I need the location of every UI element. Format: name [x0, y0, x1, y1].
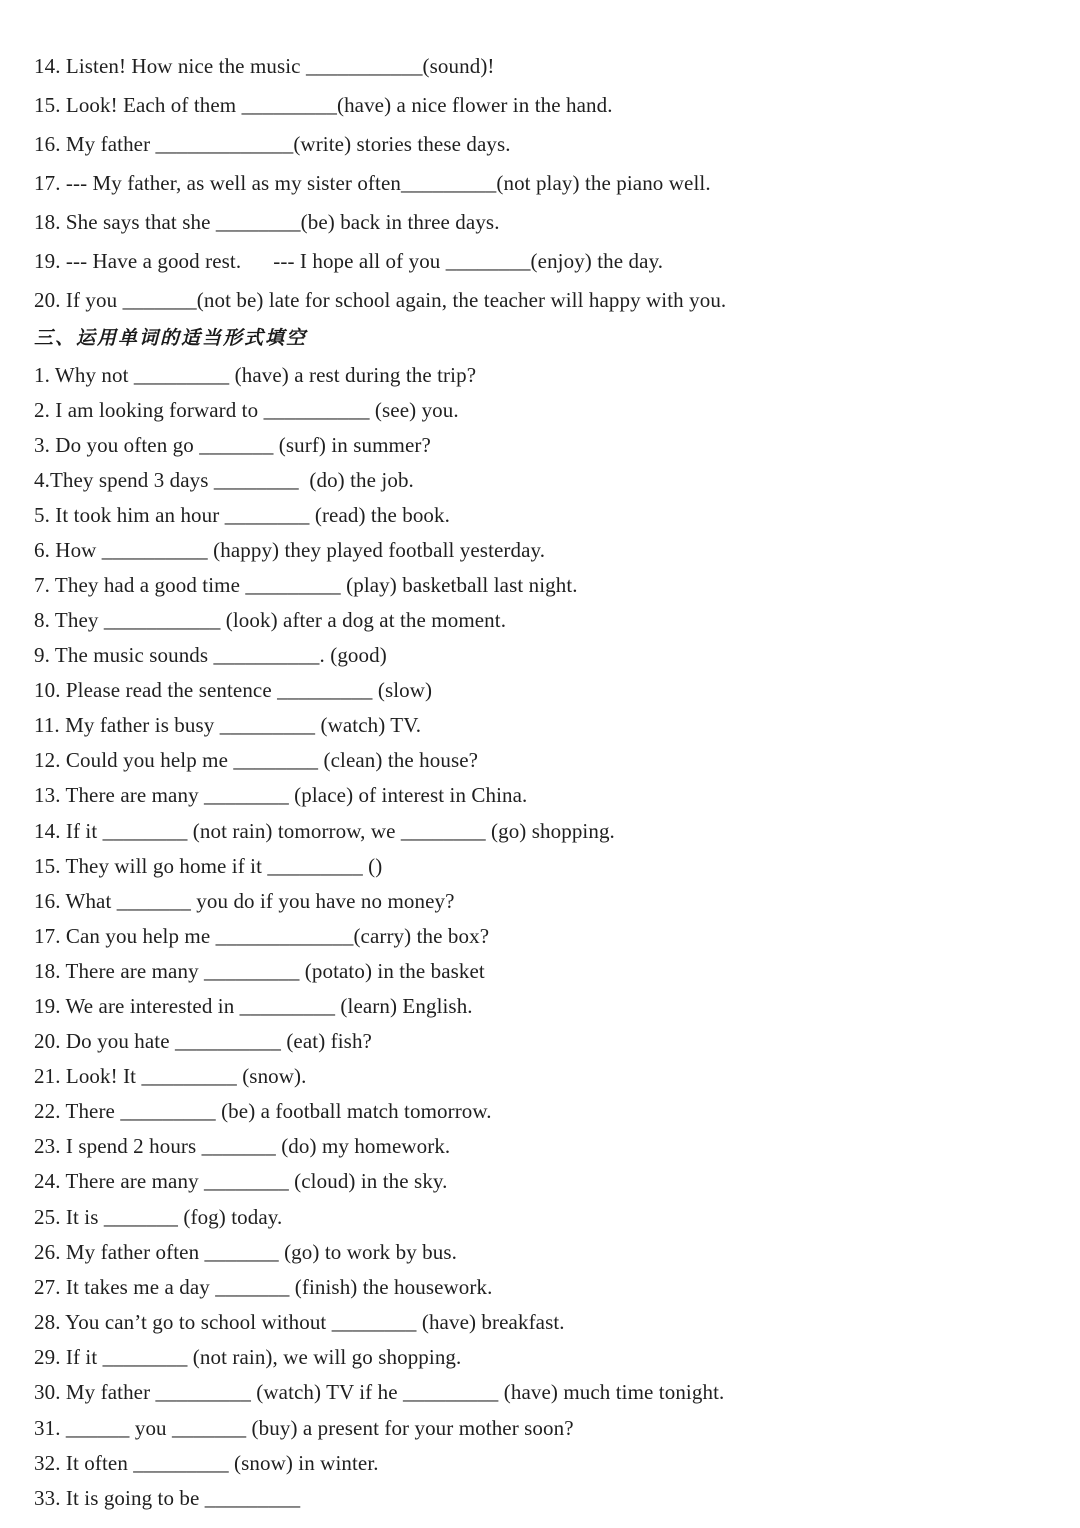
exercise-line: 4.They spend 3 days ________ (do) the job.	[34, 468, 414, 492]
exercise-line: 1. Why not _________ (have) a rest during the trip?	[34, 363, 477, 387]
exercise-line: 6. How __________ (happy) they played football yesterday.	[34, 538, 546, 562]
exercise-line: 18. She says that she ________(be) back in three days.	[34, 210, 500, 234]
exercise-line: 12. Could you help me ________ (clean) the house?	[34, 748, 479, 772]
exercise-line: 32. It often _________ (snow) in winter.	[34, 1451, 379, 1475]
exercise-line: 29. If it ________ (not rain), we will go shopping.	[34, 1345, 462, 1369]
exercise-line: 19. We are interested in _________ (learn) English.	[34, 994, 473, 1018]
exercise-line: 17. Can you help me _____________(carry) the box?	[34, 924, 490, 948]
exercise-line: 14. Listen! How nice the music ___________(sound)!	[34, 54, 495, 78]
exercise-line: 7. They had a good time _________ (play) basketball last night.	[34, 573, 578, 597]
exercise-line: 21. Look! It _________ (snow).	[34, 1064, 307, 1088]
exercise-line: 8. They ___________ (look) after a dog at the moment.	[34, 608, 507, 632]
exercise-line: 33. It is going to be _________	[34, 1486, 301, 1510]
exercise-line: 3. Do you often go _______ (surf) in summer?	[34, 433, 431, 457]
exercise-line: 18. There are many _________ (potato) in the basket	[34, 959, 485, 983]
exercise-line: 14. If it ________ (not rain) tomorrow, we ________ (go) shopping.	[34, 819, 615, 843]
exercise-line: 28. You can’t go to school without ________ (have) breakfast.	[34, 1310, 565, 1334]
exercise-line: 30. My father _________ (watch) TV if he _________ (have) much time tonight.	[34, 1380, 725, 1404]
exercise-line: 31. ______ you _______ (buy) a present for your mother soon?	[34, 1416, 574, 1440]
exercise-line: 9. The music sounds __________. (good)	[34, 643, 387, 667]
exercise-line: 5. It took him an hour ________ (read) the book.	[34, 503, 450, 527]
exercise-line: 27. It takes me a day _______ (finish) the housework.	[34, 1275, 493, 1299]
exercise-line: 2. I am looking forward to __________ (see) you.	[34, 398, 459, 422]
exercise-line: 19. --- Have a good rest. --- I hope all of you ________(enjoy) the day.	[34, 249, 664, 273]
exercise-line: 22. There _________ (be) a football match tomorrow.	[34, 1099, 492, 1123]
section-heading: 三、运用单词的适当形式填空	[34, 327, 308, 349]
exercise-line: 11. My father is busy _________ (watch) TV.	[34, 713, 422, 737]
exercise-line: 17. --- My father, as well as my sister often_________(not play) the piano well.	[34, 171, 711, 195]
exercise-line: 20. Do you hate __________ (eat) fish?	[34, 1029, 372, 1053]
exercise-line: 16. What _______ you do if you have no money?	[34, 889, 455, 913]
exercise-line: 26. My father often _______ (go) to work by bus.	[34, 1240, 457, 1264]
exercise-line: 10. Please read the sentence _________ (slow)	[34, 678, 433, 702]
exercise-line: 25. It is _______ (fog) today.	[34, 1205, 283, 1229]
exercise-line: 15. Look! Each of them _________(have) a nice flower in the hand.	[34, 93, 613, 117]
exercise-line: 16. My father _____________(write) stories these days.	[34, 132, 511, 156]
exercise-line: 15. They will go home if it _________ ()	[34, 854, 383, 878]
exercise-line: 23. I spend 2 hours _______ (do) my homework.	[34, 1134, 451, 1158]
exercise-line: 20. If you _______(not be) late for school again, the teacher will happy with you.	[34, 288, 727, 312]
exercise-line: 13. There are many ________ (place) of interest in China.	[34, 783, 528, 807]
exercise-line: 24. There are many ________ (cloud) in the sky.	[34, 1169, 448, 1193]
